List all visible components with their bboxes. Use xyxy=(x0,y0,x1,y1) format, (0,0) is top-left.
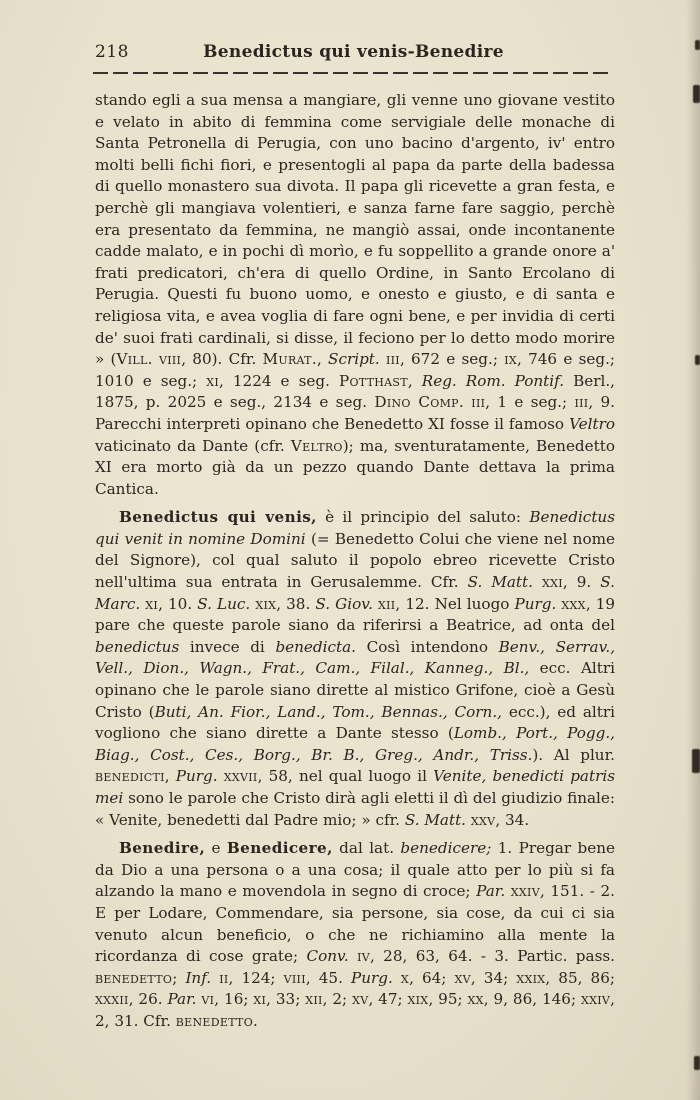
text-segment: 1. Pregar bene da Dio a una persona o a una cosa; il quale atto per lo più si fa alzando la mano e movendola in segno di croce; xyxy=(95,839,615,901)
text-segment: , 746 e seg.; 1010 e seg.; xyxy=(95,350,616,390)
text-segment: Benedicere, xyxy=(226,839,333,858)
text-segment: xi xyxy=(253,990,267,1009)
text-segment: ). Al plur. xyxy=(532,745,615,764)
text-segment: , 34; xyxy=(470,968,517,987)
text-segment: S. Luc. xyxy=(197,594,251,613)
text-segment: , 10. xyxy=(158,594,198,613)
text-segment: Veltro xyxy=(290,436,343,455)
text-segment: Benv., Serrav., Vell., Dion., Wagn., Frat., Cam., Filal., Kanneg., Bl., xyxy=(95,637,616,678)
text-segment xyxy=(533,573,542,591)
text-segment: ); ma, sventuratamente, Benedetto XI era morto già da un pezzo quando Dante dettava la prima Cantica. xyxy=(95,436,615,498)
text-segment: xix xyxy=(407,990,429,1009)
paragraph xyxy=(95,838,615,1032)
scan-artifact xyxy=(695,40,700,50)
text-segment: , 9. Parecchi interpreti opinano che Benedetto XI fosse il famoso xyxy=(95,393,616,433)
text-segment: , 47; xyxy=(368,990,408,1009)
text-segment: ecc.), ed altri vogliono che siano dirette a Dante stesso ( xyxy=(95,702,615,743)
text-segment: xxi xyxy=(542,573,563,592)
text-segment: , 16; xyxy=(214,990,254,1009)
text-segment: sono le parole che Cristo dirà agli eletti il dì del giudizio finale: « Venite, benedetti dal Padre mio; » cfr. xyxy=(95,789,615,829)
text-segment: , 151. - 2. E per Lodare, Commendare, sia persone, sia cose, da cui ci sia venuto alcun beneficio, o che ne richiamino alla mente la ricordanza di cose grate; xyxy=(95,882,616,966)
text-segment: xxiv xyxy=(581,990,611,1009)
text-segment: Par. xyxy=(476,882,506,901)
text-segment: , 58, nel qual luogo il xyxy=(257,767,434,786)
text-segment: Venite, benedicti patris mei xyxy=(95,767,616,807)
text-segment xyxy=(393,969,401,987)
text-segment: , 45. xyxy=(305,968,352,987)
scan-artifact xyxy=(692,749,700,773)
text-segment: Benedictus qui venit in nomine Domini xyxy=(95,508,615,548)
text-segment: , xyxy=(407,371,422,390)
text-segment: . xyxy=(253,1011,258,1030)
text-segment: , 1224 e seg. xyxy=(219,371,339,390)
text-segment: Par. xyxy=(167,990,197,1009)
text-segment: xxv xyxy=(470,810,496,829)
text-segment: S. Marc. xyxy=(95,573,615,613)
text-segment: stando egli a sua mensa a mangiare, gli venne uno giovane vestito e velato in abito di femmina come servigiale delle monache di Santa Petronella di Perugia, con uno bacino d'argento, iv' entro molti belli fichi fiori, e presentogli al papa da parte della badessa di quello monastero sua divota. Il papa gli ricevette a gran festa, e perchè gli mangiava volentieri, e sanza farne fare saggio, perchè era presentato da femmina, ne mangiò assai, onde incontanente cadde malato, e in pochi dì morìo, e fu soppellito a grande onore a' frati predicatori, ch'era di quello Ordine, in Santo Ercolano di Perugia. Questi fu buono uomo, e onesto e giusto, e di santa e religiosa vita, e avea voglia di fare ogni bene, e per invidia di certi de' suoi frati cardinali, si disse, il feciono per lo detto modo morire » ( xyxy=(95,91,615,369)
text-segment: , 95; xyxy=(428,990,468,1009)
text-segment: , 672 e seg.; xyxy=(399,350,505,369)
text-segment: Vill. xyxy=(116,350,153,369)
text-segment: , xyxy=(316,350,329,369)
text-segment: S. Matt. xyxy=(467,573,533,592)
text-segment: benedetto xyxy=(175,1011,254,1030)
binding-shadow xyxy=(686,0,700,1100)
text-segment: , 19 pare che queste parole siano da riferirsi a Beatrice, ad onta del xyxy=(95,594,616,635)
text-segment: viii xyxy=(283,968,306,987)
text-segment: vi xyxy=(201,990,215,1009)
text-segment: iii xyxy=(386,350,400,369)
text-segment: iii xyxy=(471,393,486,412)
text-segment: xxvii xyxy=(223,767,258,786)
text-segment: Purg. xyxy=(175,767,218,786)
text-segment: , 9. xyxy=(562,573,601,592)
text-segment: , 38. xyxy=(276,594,316,613)
text-segment: dal lat. xyxy=(332,839,401,858)
text-segment: , 12. Nel luogo xyxy=(395,594,515,613)
text-segment: xxx xyxy=(561,594,586,613)
text-segment: Murat. xyxy=(262,350,317,369)
text-segment: ix xyxy=(504,350,517,369)
text-segment: , 2; xyxy=(322,990,353,1009)
text-segment: xii xyxy=(378,594,396,613)
text-segment: . Così intendono xyxy=(351,637,499,656)
text-segment: Reg. Rom. Pontif. xyxy=(421,371,565,390)
text-segment: Benedire, xyxy=(119,839,206,858)
text-segment: xix xyxy=(255,594,277,613)
text-segment: xxiv xyxy=(510,882,540,901)
text-segment: xi xyxy=(145,594,159,613)
text-segment: , 26. xyxy=(128,990,168,1009)
paragraph xyxy=(95,507,615,831)
text-segment: Veltro xyxy=(569,414,615,433)
text-segment: viii xyxy=(159,350,182,369)
text-segment: , xyxy=(164,767,176,786)
text-segment: benedicti xyxy=(95,767,165,786)
text-segment: benedicere; xyxy=(400,839,492,858)
text-segment: xxix xyxy=(516,968,546,987)
text-segment: Purg. xyxy=(351,968,393,987)
text-segment: , 124; xyxy=(228,968,284,987)
text-segment: ecc. Altri opinano che le parole siano dirette al mistico Grifone, cioè a Gesù Cristo ( xyxy=(95,659,615,721)
text-segment: benedetto xyxy=(95,968,173,987)
text-segment: , 85, 86; xyxy=(545,968,615,987)
text-segment: , 2, 31. Cfr. xyxy=(95,990,615,1030)
text-segment xyxy=(349,947,357,965)
text-segment: , 80). Cfr. xyxy=(181,350,263,369)
text-segment: , 33; xyxy=(266,990,306,1009)
paragraph xyxy=(95,90,615,500)
text-segment: , 9, 86, 146; xyxy=(483,990,581,1009)
text-segment: ; xyxy=(172,968,186,987)
text-segment: , 1 e seg.; xyxy=(485,393,575,412)
text-segment: Conv. xyxy=(306,947,349,966)
text-segment: è il principio del saluto: xyxy=(316,508,530,527)
text-segment: Inf. xyxy=(185,968,212,987)
text-segment: , 34. xyxy=(495,810,530,829)
text-segment: xxxii xyxy=(95,990,129,1009)
text-segment: x xyxy=(400,968,410,987)
text-segment: iii xyxy=(574,393,589,412)
header-rule xyxy=(93,72,612,74)
text-segment: benedictus xyxy=(95,637,180,656)
text-segment: xi xyxy=(206,371,219,390)
text-segment: Dino Comp. xyxy=(374,393,464,412)
text-segment: xv xyxy=(352,990,369,1009)
scan-artifact xyxy=(695,355,700,365)
text-segment: S. Matt. xyxy=(404,810,467,829)
text-segment: ii xyxy=(219,968,229,987)
text-segment: Berl., 1875, p. 2025 e seg., 2134 e seg. xyxy=(95,371,616,412)
text-segment: xx xyxy=(467,990,484,1009)
text-segment: Purg. xyxy=(514,594,557,613)
text-segment: e xyxy=(205,839,227,858)
scan-artifact xyxy=(694,1056,700,1070)
text-segment: (= Benedetto Colui che viene nel nome del Signore), col qual saluto il popolo ebreo ricevette Cristo nell'ultima sua entrata in Gerusalemme. Cfr. xyxy=(95,529,616,592)
text-segment: Buti, An. Fior., Land., Tom., Bennas., Corn., xyxy=(154,702,502,721)
running-title: Benedictus qui venis-Benedire xyxy=(203,42,504,62)
text-segment: benedicta xyxy=(275,637,352,656)
text-segment: , 28, 63, 64. - 3. Partic. pass. xyxy=(369,947,615,966)
text-segment: Lomb., Port., Pogg., Biag., Cost., Ces., Borg., Br. B., Greg., Andr., Triss. xyxy=(95,724,615,764)
text-segment: S. Giov. xyxy=(315,594,373,613)
text-segment: Potthast xyxy=(338,371,408,390)
scan-artifact xyxy=(693,85,700,103)
page-number: 218 xyxy=(95,42,129,62)
text-segment: , 64; xyxy=(409,968,455,987)
text-segment: vaticinato da Dante (cfr. xyxy=(95,436,291,455)
text-segment: Benedictus qui venis, xyxy=(119,508,317,527)
text-segment: invece di xyxy=(179,637,276,656)
text-segment: xii xyxy=(305,990,323,1009)
body-text xyxy=(95,90,615,1033)
text-segment: iv xyxy=(357,947,370,966)
text-segment: Script. xyxy=(328,350,380,369)
text-segment: xv xyxy=(454,968,471,987)
